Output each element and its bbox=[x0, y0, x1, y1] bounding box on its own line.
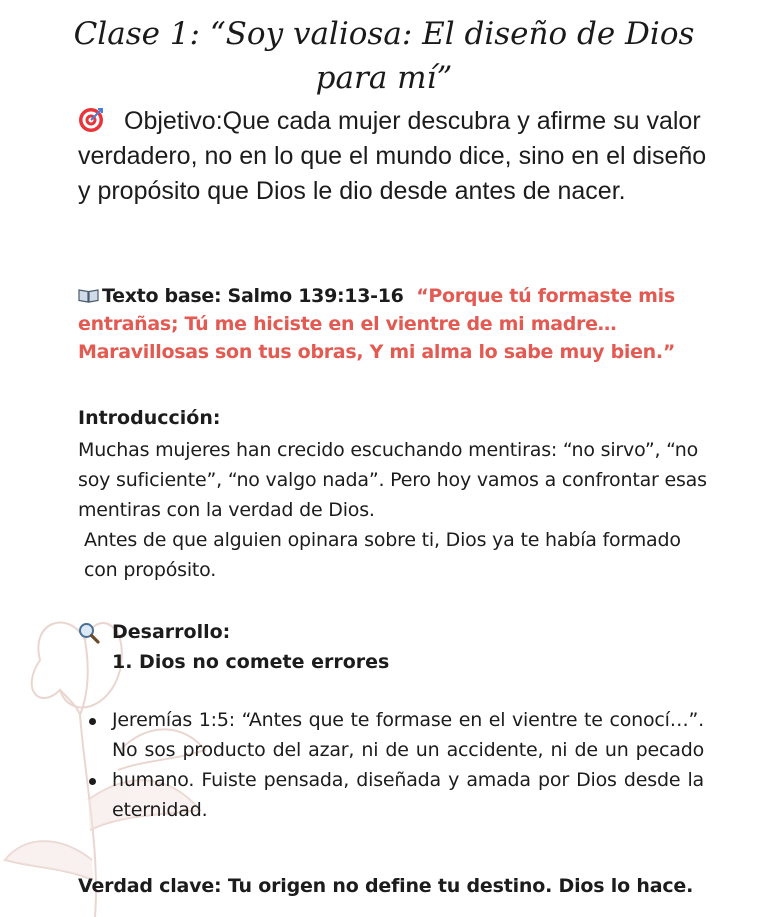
introduction-paragraph-1: Muchas mujeres han crecido escuchando mentiras: “no sirvo”, “no soy suficiente”, “no valgo nada”. Pero hoy vamos a confrontar esas mentiras con la verdad de Dios. bbox=[78, 439, 707, 521]
objective-paragraph bbox=[78, 104, 718, 209]
introduction-heading: Introducción: bbox=[78, 407, 221, 429]
development-bullet-text: Jeremías 1:5: “Antes que te formase en el vientre te conocí…”. No sos producto del azar, ni de un accidente, ni de un pecado humano. Fuiste pensada, diseñada y amada por Dios desde la eternidad. bbox=[112, 709, 704, 821]
development-bullet-list bbox=[112, 705, 704, 825]
base-text-block bbox=[78, 282, 698, 366]
introduction-paragraph-2: Antes de que alguien opinara sobre ti, Dios ya te había formado con propósito. bbox=[84, 529, 681, 581]
page-title: Clase 1: “Soy valiosa: El diseño de Dios para mí” bbox=[73, 16, 695, 96]
bullet-dot bbox=[89, 778, 96, 785]
bullet-dot bbox=[89, 718, 96, 725]
development-subheading: 1. Dios no comete errores bbox=[112, 651, 390, 673]
magnifying-glass-icon bbox=[78, 622, 100, 644]
objective-text: Objetivo:Que cada mujer descubra y afirme su valor verdadero, no en lo que el mundo dice, sino en el diseño y propósito que Dios le dio desde antes de nacer. bbox=[78, 107, 707, 205]
base-text-label: Texto base: Salmo 139:13-16 bbox=[102, 285, 404, 307]
introduction-body bbox=[78, 435, 718, 585]
development-heading: Desarrollo: bbox=[112, 621, 231, 643]
target-icon bbox=[78, 107, 104, 133]
scripture-quote: “Porque tú formaste mis entrañas; Tú me hiciste en el vientre de mi madre… Maravillosas son tus obras, Y mi alma lo sabe muy bien.” bbox=[78, 285, 676, 363]
open-book-icon bbox=[78, 288, 99, 303]
key-truth: Verdad clave: Tu origen no define tu destino. Dios lo hace. bbox=[78, 875, 694, 897]
